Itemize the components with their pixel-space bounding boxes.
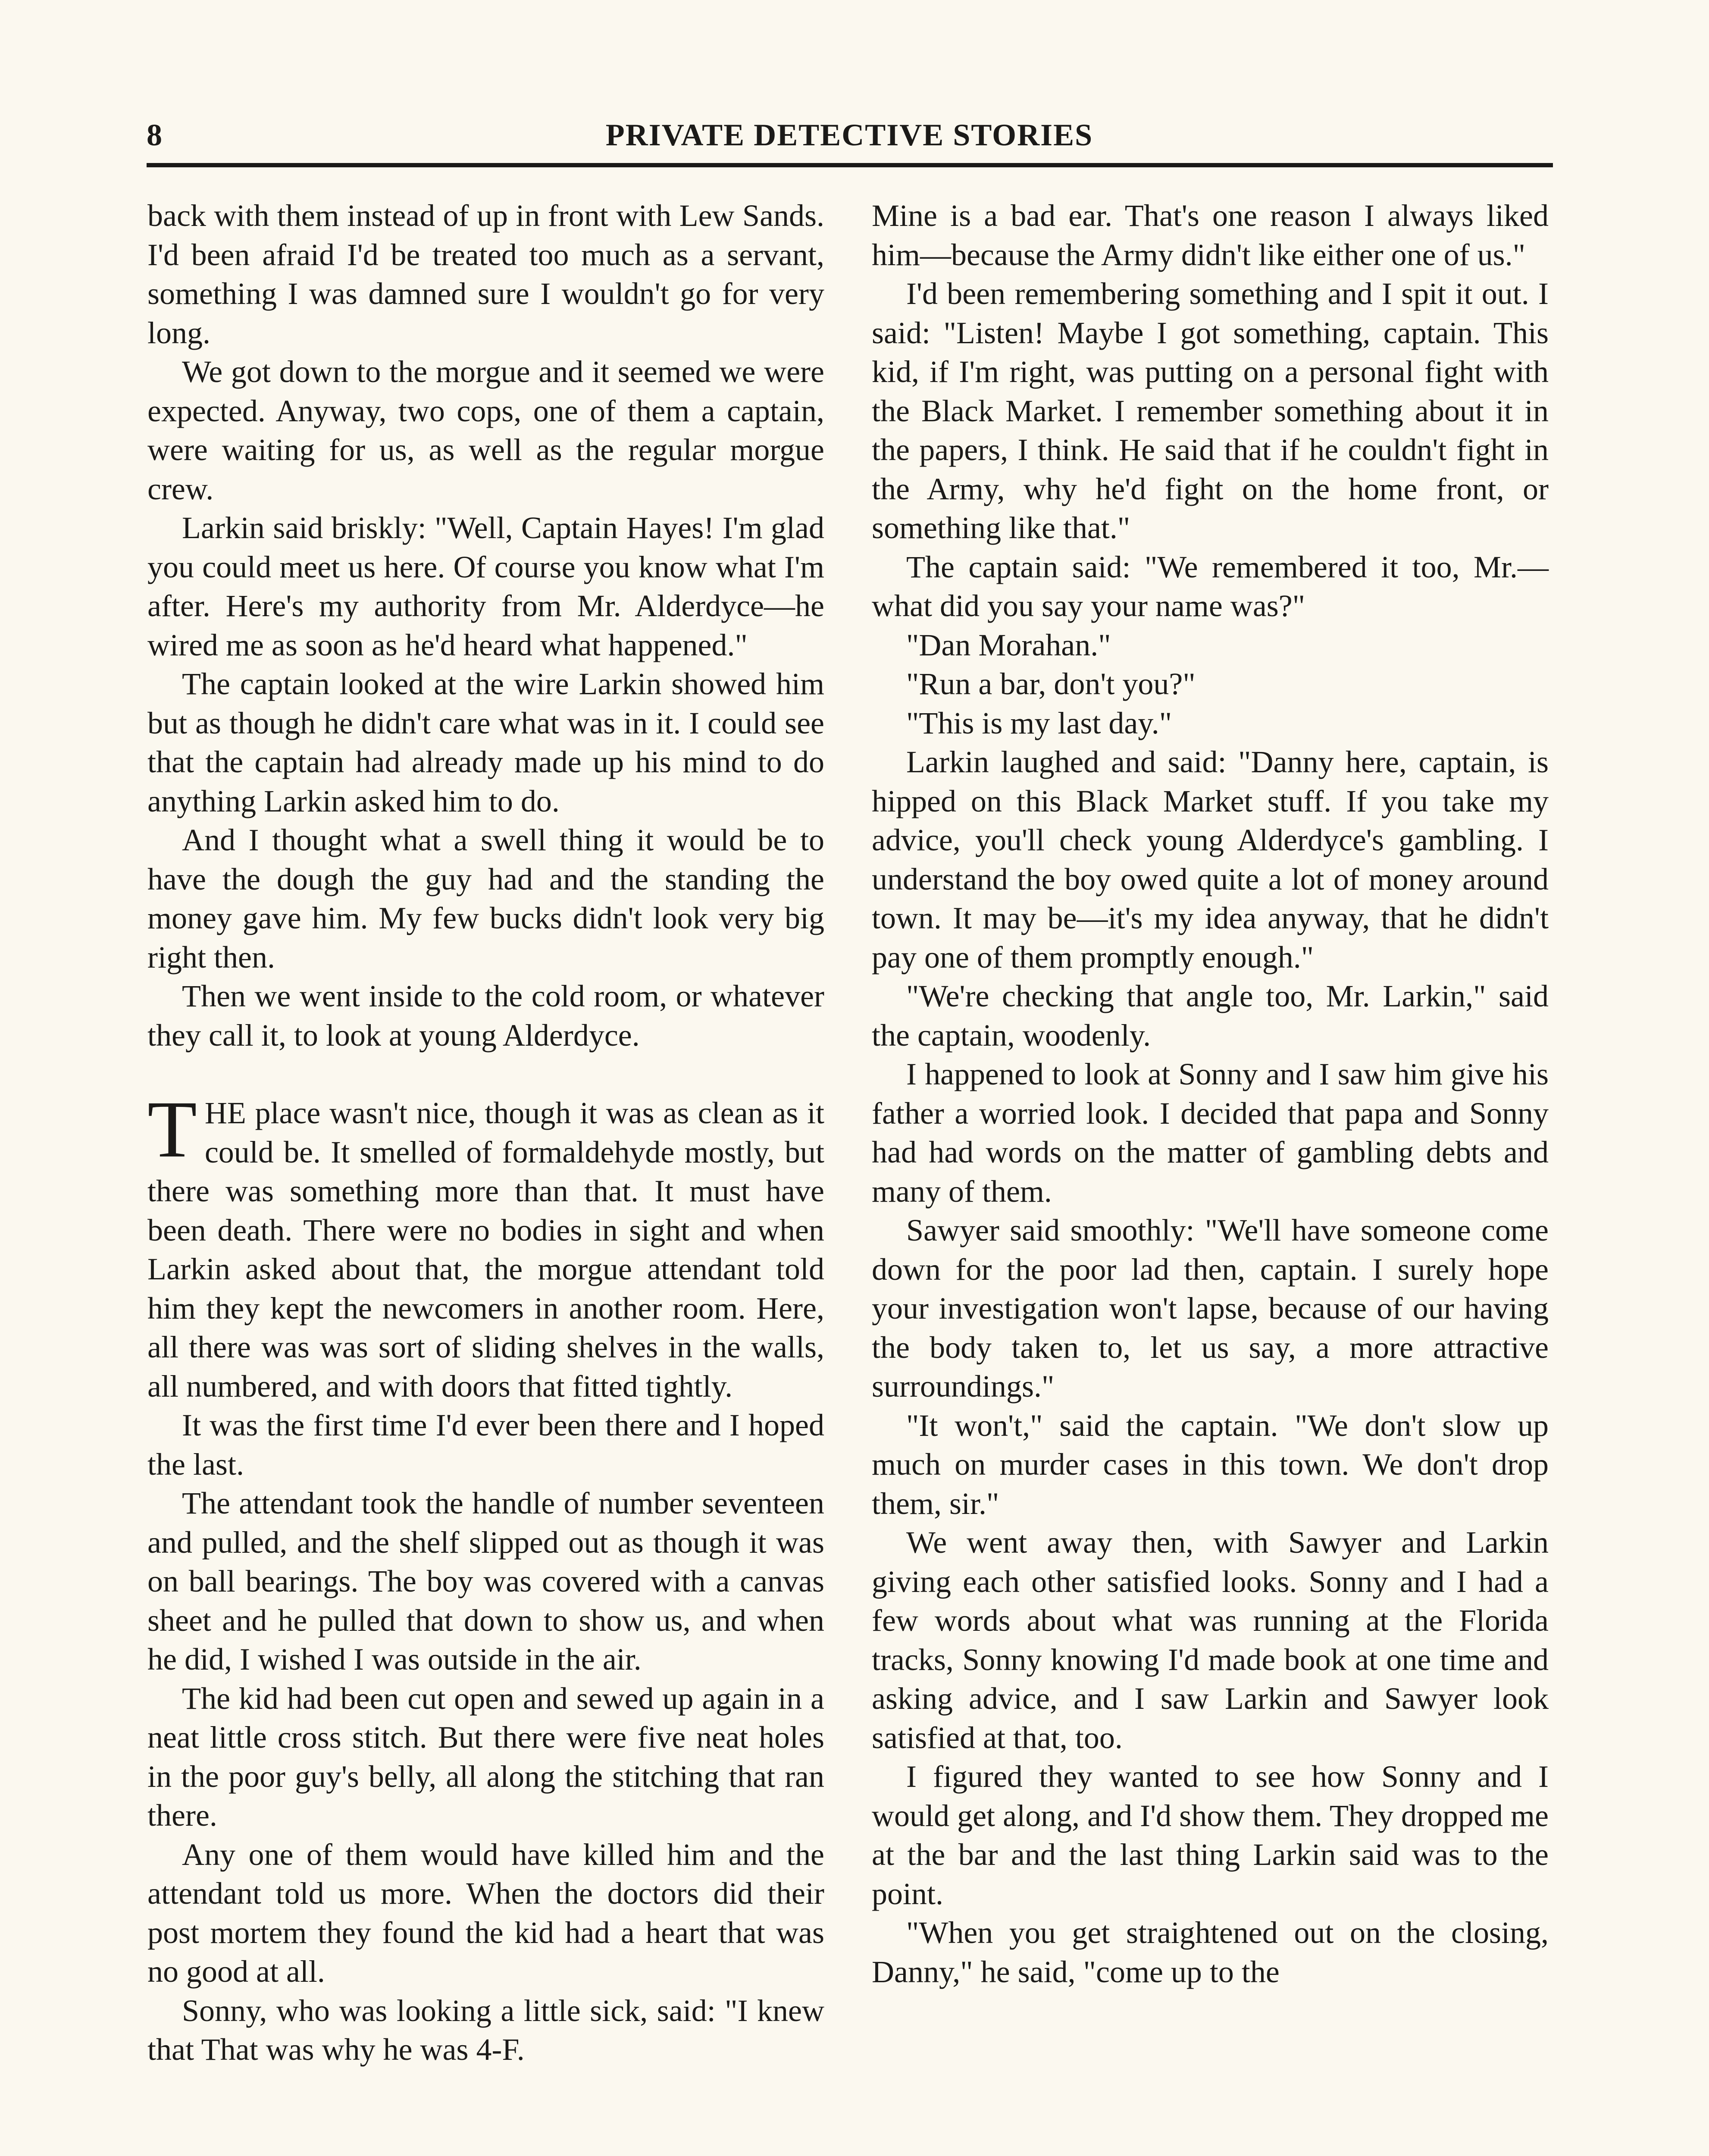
section-opening-paragraph xyxy=(147,1084,824,1406)
paragraph: Larkin said briskly: "Well, Captain Hayes! I'm glad you could meet us here. Of course you know what I'm after. Here's my authority from Mr. Alderdyce—he wired me as soon as he'd heard what happened." xyxy=(147,511,824,662)
drop-cap: T xyxy=(147,1084,197,1174)
page-header xyxy=(147,113,1552,160)
paragraph: "This is my last day." xyxy=(906,705,1172,740)
paragraph: Larkin laughed and said: "Danny here, captain, is hipped on this Black Market stuff. If you take my advice, you'll check young Alderdyce's gambling. I understand the boy owed quite a lot of money around town. It may be—it's my idea anyway, that he didn't pay one of them promptly enough." xyxy=(872,745,1549,975)
paragraph: I'd been remembering something and I spit it out. I said: "Listen! Maybe I got something, captain. This kid, if I'm right, was putting on a personal fight with the Black Market. I remember something about it in the papers, I think. He said that if he couldn't fight in the Army, why he'd fight on the home front, or something like that." xyxy=(872,276,1549,545)
paragraph: I figured they wanted to see how Sonny and I would get along, and I'd show them. They dropped me at the bar and the last thing Larkin said was to the point. xyxy=(872,1759,1549,1911)
paragraph: Any one of them would have killed him and the attendant told us more. When the doctors did their post mortem they found the kid had a heart that was no good at all. xyxy=(147,1837,824,1989)
paragraph: Mine is a bad ear. That's one reason I always liked him—because the Army didn't like either one of us." xyxy=(872,198,1549,272)
paragraph: "We're checking that angle too, Mr. Larkin," said the captain, woodenly. xyxy=(872,979,1549,1053)
paragraph: Sonny, who was looking a little sick, said: "I knew that That was why he was 4-F. xyxy=(147,1993,824,2067)
paragraph: "Run a bar, don't you?" xyxy=(906,667,1196,701)
paragraph: "Dan Morahan." xyxy=(906,627,1111,662)
left-column xyxy=(147,196,824,2069)
paragraph: "When you get straightened out on the closing, Danny," he said, "come up to the xyxy=(872,1915,1549,1989)
header-rule xyxy=(147,163,1553,167)
paragraph: The attendant took the handle of number seventeen and pulled, and the shelf slipped out as though it was on ball bearings. The boy was covered with a canvas sheet and he pulled that down to show us, and when he did, I wished I was outside in the air. xyxy=(147,1486,824,1677)
paragraph: I happened to look at Sonny and I saw him give his father a worried look. I decided that papa and Sonny had had words on the matter of gambling debts and many of them. xyxy=(872,1057,1549,1209)
page-number: 8 xyxy=(147,118,162,152)
paragraph: Sawyer said smoothly: "We'll have someone come down for the poor lad then, captain. I surely hope your investigation won't lapse, because of our having the body taken to, let us say, a more attractive surroundings." xyxy=(872,1213,1549,1404)
paragraph-text: HE place wasn't nice, though it was as clean as it could be. It smelled of formaldehyde mostly, but there was something more than that. It must have been death. There were no bodies in sight and when Larkin asked about that, the morgue attendant told him they kept the newcomers in another room. Here, all there was was sort of sliding shelves in the walls, all numbered, and with doors that fitted tightly. xyxy=(147,1096,824,1404)
paragraph: We got down to the morgue and it seemed we were expected. Anyway, two cops, one of them a captain, were waiting for us, as well as the regular morgue crew. xyxy=(147,354,824,506)
paragraph: Then we went inside to the cold room, or whatever they call it, to look at young Alderdyce. xyxy=(147,979,824,1053)
paragraph: The captain looked at the wire Larkin showed him but as though he didn't care what was in it. I could see that the captain had already made up his mind to do anything Larkin asked him to do. xyxy=(147,667,824,818)
right-column xyxy=(872,196,1549,1991)
paragraph: And I thought what a swell thing it would be to have the dough the guy had and the standing the money gave him. My few bucks didn't look very big right then. xyxy=(147,823,824,975)
paragraph: "It won't," said the captain. "We don't slow up much on murder cases in this town. We don't drop them, sir." xyxy=(872,1408,1549,1521)
paragraph: The kid had been cut open and sewed up again in a neat little cross stitch. But there were five neat holes in the poor guy's belly, all along the stitching that ran there. xyxy=(147,1681,824,1833)
paragraph: It was the first time I'd ever been there and I hoped the last. xyxy=(147,1408,824,1482)
paragraph: We went away then, with Sawyer and Larkin giving each other satisfied looks. Sonny and I had a few words about what was running at the Florida tracks, Sonny knowing I'd made book at one time and asking advice, and I saw Larkin and Sawyer look satisfied at that, too. xyxy=(872,1525,1549,1755)
running-title: PRIVATE DETECTIVE STORIES xyxy=(605,118,1093,152)
paragraph: back with them instead of up in front with Lew Sands. I'd been afraid I'd be treated too much as a servant, something I was damned sure I wouldn't go for very long. xyxy=(147,198,824,350)
paragraph: The captain said: "We remembered it too, Mr.—what did you say your name was?" xyxy=(872,549,1549,623)
